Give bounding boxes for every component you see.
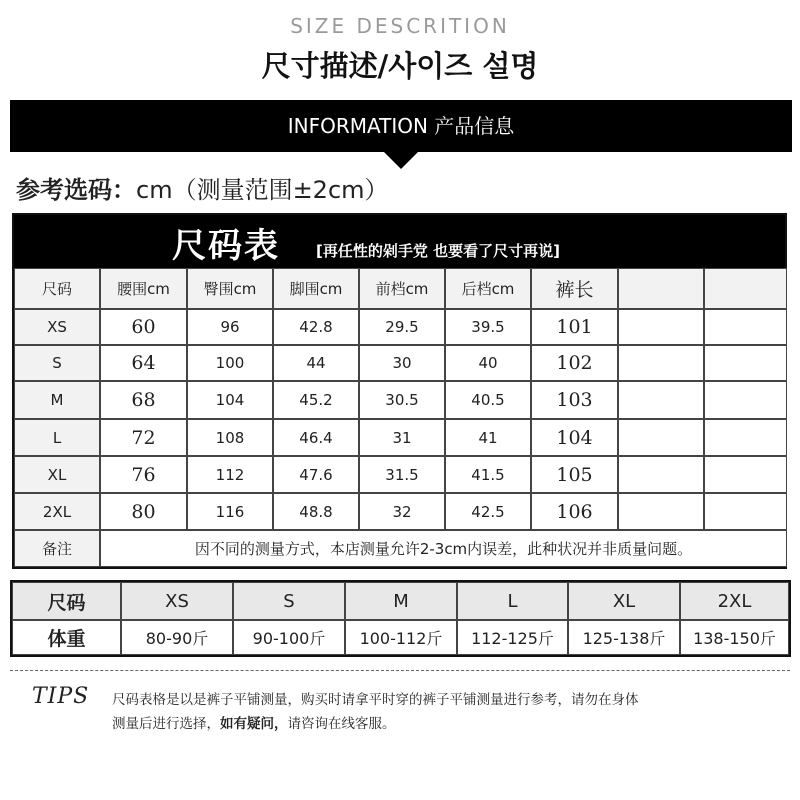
size-chart-cell: 76 xyxy=(100,456,187,493)
size-chart-cell: 39.5 xyxy=(445,309,531,345)
reference-label: 参考选码： xyxy=(16,176,136,204)
size-chart-cell: 45.2 xyxy=(273,381,359,419)
size-chart-row-label: L xyxy=(14,419,100,456)
tips-text-part2: 如有疑问， xyxy=(220,716,288,732)
size-chart-column-header xyxy=(618,268,704,309)
weight-table-weight-label: 体重 xyxy=(12,620,121,655)
size-chart-row-label: XS xyxy=(14,309,100,345)
size-chart-note-label: 备注 xyxy=(14,530,100,567)
weight-table-weight: 80-90斤 xyxy=(121,620,233,655)
size-chart-cell: 106 xyxy=(531,493,618,530)
tips-label: TIPS xyxy=(32,684,90,709)
weight-table-size: XL xyxy=(568,582,680,620)
size-chart-cell: 48.8 xyxy=(273,493,359,530)
size-chart-cell: 72 xyxy=(100,419,187,456)
size-chart-cell xyxy=(618,381,704,419)
size-chart-cell: 46.4 xyxy=(273,419,359,456)
size-chart-cell: 41.5 xyxy=(445,456,531,493)
size-chart-cell: 30 xyxy=(359,345,445,381)
size-chart-row-label: S xyxy=(14,345,100,381)
weight-table-weight: 138-150斤 xyxy=(680,620,789,655)
size-chart-cell xyxy=(704,493,787,530)
size-chart-cell: 42.8 xyxy=(273,309,359,345)
size-chart-cell: 29.5 xyxy=(359,309,445,345)
size-chart-column-header: 脚围cm xyxy=(273,268,359,309)
size-chart-title: 尺码表 xyxy=(172,226,280,266)
banner-pointer-icon xyxy=(383,151,419,169)
tips-text-part1: 测量后进行选择， xyxy=(112,716,220,732)
size-chart-cell xyxy=(618,493,704,530)
size-chart-cell: 104 xyxy=(531,419,618,456)
size-chart-cell: 60 xyxy=(100,309,187,345)
weight-table-weight: 112-125斤 xyxy=(457,620,568,655)
size-chart-column-header: 裤长 xyxy=(531,268,618,309)
tips-divider xyxy=(10,670,790,671)
size-chart-column-header: 腰围cm xyxy=(100,268,187,309)
size-chart-cell: 32 xyxy=(359,493,445,530)
size-chart-cell: 104 xyxy=(187,381,273,419)
size-chart-cell: 30.5 xyxy=(359,381,445,419)
weight-table-size: M xyxy=(345,582,457,620)
reference-line xyxy=(16,170,389,205)
size-chart-cell: 116 xyxy=(187,493,273,530)
size-description-title: 尺寸描述/사이즈 설명 xyxy=(261,49,539,83)
size-chart-cell xyxy=(704,309,787,345)
size-chart-column-header: 前档cm xyxy=(359,268,445,309)
weight-table-size-label: 尺码 xyxy=(12,582,121,620)
size-chart-column-header: 臀围cm xyxy=(187,268,273,309)
size-chart-cell xyxy=(704,419,787,456)
size-chart-cell: 96 xyxy=(187,309,273,345)
size-chart-row-label: 2XL xyxy=(14,493,100,530)
size-chart-cell: 103 xyxy=(531,381,618,419)
weight-table-weight: 125-138斤 xyxy=(568,620,680,655)
tips-text-line1: 尺码表格是以是裤子平铺测量，购买时请拿平时穿的裤子平铺测量进行参考，请勿在身体 xyxy=(112,692,639,708)
size-chart-cell: 80 xyxy=(100,493,187,530)
size-chart-row-label: XL xyxy=(14,456,100,493)
weight-table-size: L xyxy=(457,582,568,620)
size-chart-note-text: 因不同的测量方式，本店测量允许2-3cm内误差，此种状况并非质量问题。 xyxy=(100,530,787,567)
size-chart-cell: 105 xyxy=(531,456,618,493)
size-chart-cell: 108 xyxy=(187,419,273,456)
size-chart-slogan: [再任性的剁手党 也要看了尺寸再说] xyxy=(316,242,560,260)
size-chart-cell: 41 xyxy=(445,419,531,456)
tips-text-line2 xyxy=(112,712,396,732)
size-chart-column-header xyxy=(704,268,787,309)
size-chart-cell: 40 xyxy=(445,345,531,381)
size-chart-cell xyxy=(704,456,787,493)
size-chart-cell: 47.6 xyxy=(273,456,359,493)
size-chart-cell: 44 xyxy=(273,345,359,381)
size-chart-cell: 31 xyxy=(359,419,445,456)
size-chart-cell: 31.5 xyxy=(359,456,445,493)
size-chart-cell xyxy=(618,309,704,345)
size-chart-cell: 102 xyxy=(531,345,618,381)
reference-unit-note: cm（测量范围±2cm） xyxy=(136,176,389,204)
size-chart-cell: 112 xyxy=(187,456,273,493)
size-chart-cell: 68 xyxy=(100,381,187,419)
weight-table-size: 2XL xyxy=(680,582,789,620)
weight-table-weight: 90-100斤 xyxy=(233,620,345,655)
size-chart-column-header: 尺码 xyxy=(14,268,100,309)
size-chart-cell xyxy=(704,381,787,419)
size-chart-row-label: M xyxy=(14,381,100,419)
size-chart-cell: 40.5 xyxy=(445,381,531,419)
size-chart-cell xyxy=(618,419,704,456)
information-banner-text: INFORMATION 产品信息 xyxy=(287,114,515,138)
size-description-subtitle: SIZE DESCRITION xyxy=(290,14,510,38)
weight-table-weight: 100-112斤 xyxy=(345,620,457,655)
tips-text-part3: 请咨询在线客服。 xyxy=(287,716,396,732)
size-chart-cell: 101 xyxy=(531,309,618,345)
size-chart-cell xyxy=(618,456,704,493)
size-chart-cell: 64 xyxy=(100,345,187,381)
weight-table-size: S xyxy=(233,582,345,620)
size-chart-cell xyxy=(618,345,704,381)
size-chart-column-header: 后档cm xyxy=(445,268,531,309)
size-chart-cell: 42.5 xyxy=(445,493,531,530)
size-chart-cell: 100 xyxy=(187,345,273,381)
weight-table-size: XS xyxy=(121,582,233,620)
size-chart-cell xyxy=(704,345,787,381)
